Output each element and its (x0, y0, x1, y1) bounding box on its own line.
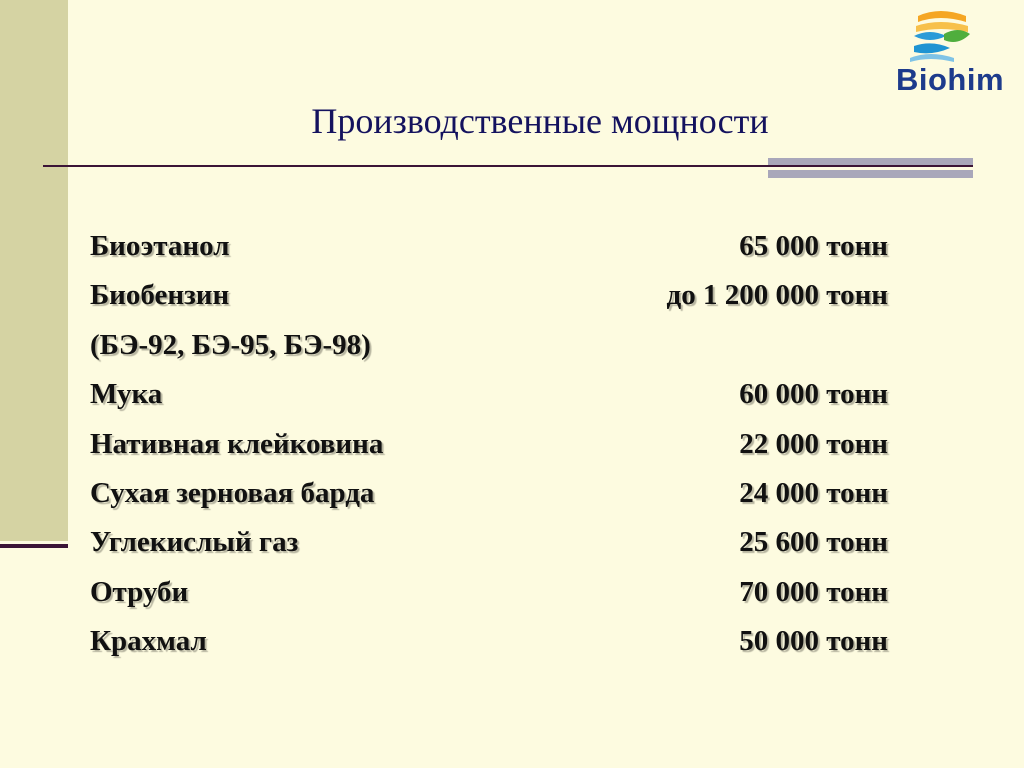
product-capacity: 70 000 тонн (739, 575, 888, 608)
product-name: Отруби (90, 575, 189, 608)
product-name: Биоэтанол (90, 230, 230, 262)
product-capacity: 22 000 тонн (739, 427, 888, 460)
list-item (90, 625, 910, 674)
list-item (90, 329, 910, 378)
slide-title: Производственные мощности (311, 101, 769, 141)
list-item (90, 477, 910, 526)
biohim-logo-icon (870, 6, 1020, 66)
title-divider (43, 165, 973, 167)
product-name: Биобензин (90, 279, 230, 312)
capacity-list (90, 230, 910, 675)
list-item (90, 428, 910, 477)
list-item (90, 230, 910, 279)
list-item (90, 576, 910, 625)
product-name: Крахмал (90, 625, 207, 658)
biohim-logo (870, 6, 1020, 102)
product-capacity: 60 000 тонн (739, 378, 888, 411)
product-name: Углекислый газ (90, 526, 299, 559)
product-name: (БЭ-92, БЭ-95, БЭ-98) (90, 328, 371, 361)
title-accent-bar-bottom (768, 170, 973, 178)
product-name: Мука (90, 378, 163, 411)
product-capacity: 65 000 тонн (739, 230, 888, 262)
product-capacity: 25 600 тонн (739, 526, 888, 559)
product-name: Нативная клейковина (90, 427, 384, 460)
list-item (90, 279, 910, 328)
product-capacity: до 1 200 000 тонн (666, 279, 888, 312)
left-decorative-rule (0, 544, 68, 548)
product-capacity: 24 000 тонн (739, 476, 888, 509)
logo-text: Biohim (895, 62, 1005, 97)
product-capacity: 50 000 тонн (739, 625, 888, 658)
product-name: Сухая зерновая барда (90, 476, 375, 509)
list-item (90, 526, 910, 575)
left-decorative-band (0, 0, 68, 541)
list-item (90, 378, 910, 427)
